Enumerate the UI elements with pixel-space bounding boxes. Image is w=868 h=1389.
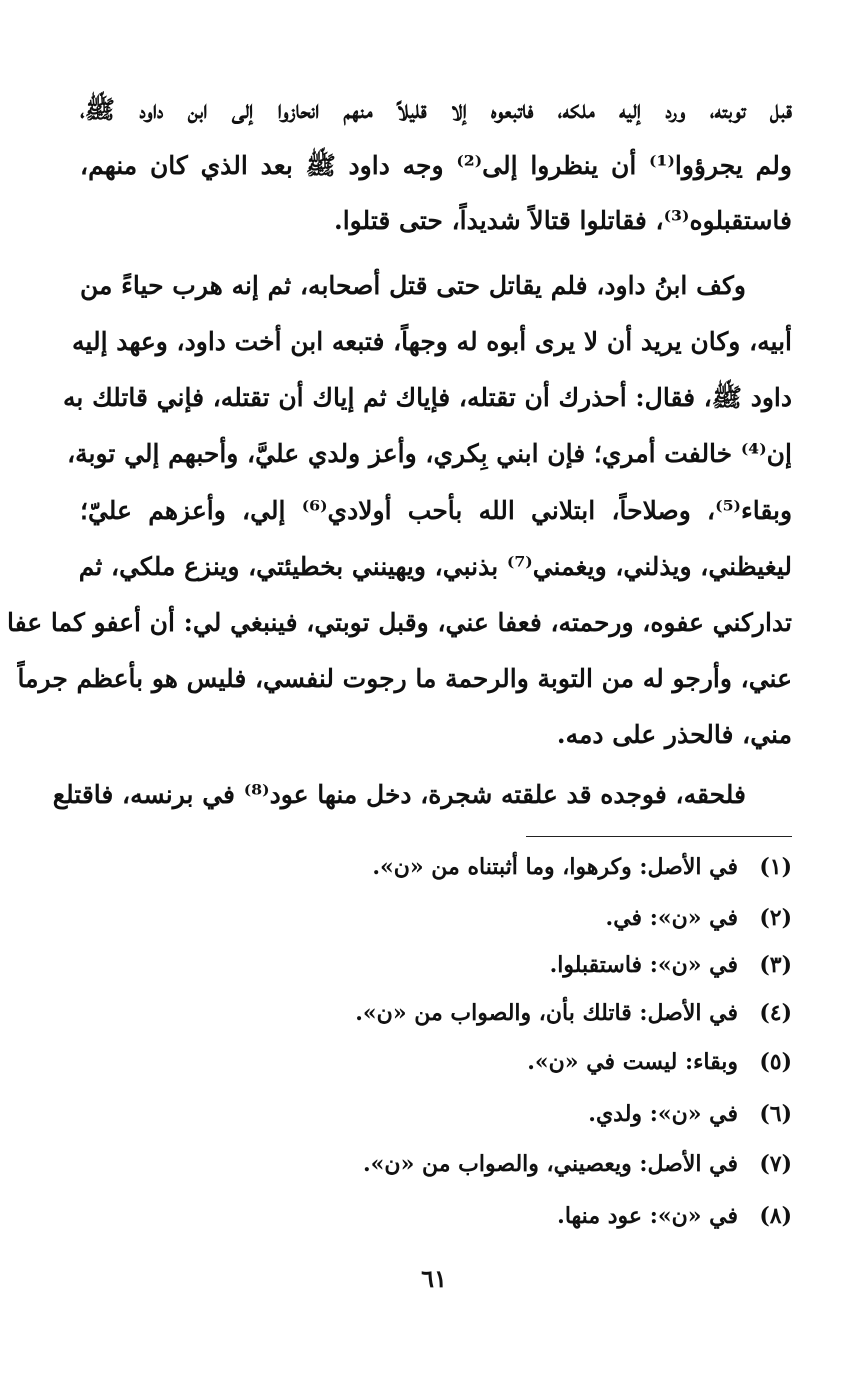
footnote-1 (372, 850, 792, 884)
footnote-number: (٧) (759, 1151, 792, 1177)
body-line-7: إن⁽⁴⁾ خالفت أمري؛ فإن ابني بِكري، وأعز ولدي عليَّ، وأحبهم إلي توبة، (67, 439, 792, 468)
footnote-7 (363, 1147, 792, 1181)
body-line-10: تداركني عفوه، ورحمته، فعفا عني، وقبل توبتي، فينبغي لي: أن أعفو كما عفا (6, 608, 792, 637)
footnote-number: (٣) (759, 952, 792, 978)
footnote-text: في الأصل: قاتلك بأن، والصواب من «ن». (355, 1000, 738, 1026)
footnote-2 (606, 901, 792, 935)
footnote-text: في «ن»: في. (605, 905, 738, 931)
footnote-8 (557, 1199, 792, 1233)
body-line-1: قبل توبته، ورد إليه ملكه، فاتبعوه إلا قليلاً منهم انحازوا إلى ابن داود ﷺ، (80, 95, 792, 124)
footnote-text: في الأصل: ويعصيني، والصواب من «ن». (363, 1151, 738, 1177)
body-line-8: وبقاء⁽⁵⁾، وصلاحاً، ابتلاني الله بأحب أولادي⁽⁶⁾ إلي، وأعزهم عليّ؛ (80, 496, 793, 525)
body-line-9: ليغيظني، ويذلني، ويغمني⁽⁷⁾ بذنبي، ويهينني بخطيئتي، وينزع ملكي، ثم (78, 552, 792, 581)
footnote-number: (٦) (759, 1101, 792, 1127)
footnote-4 (355, 996, 792, 1030)
body-line-2: ولم يجرؤوا⁽¹⁾ أن ينظروا إلى⁽²⁾ وجه داود ﷺ بعد الذي كان منهم، (80, 151, 792, 180)
footnote-number: (٨) (759, 1203, 792, 1229)
footnote-text: وبقاء: ليست في «ن». (527, 1049, 738, 1075)
body-line-3: فاستقبلوه⁽³⁾، فقاتلوا قتالاً شديداً، حتى قتلوا. (333, 206, 792, 235)
footnote-6 (588, 1097, 792, 1131)
footnote-text: في «ن»: فاستقبلوا. (549, 952, 738, 978)
footnote-separator (526, 836, 792, 837)
footnote-5 (527, 1045, 792, 1079)
page-number: ٦١ (421, 1264, 447, 1293)
body-line-11: عني، وأرجو له من التوبة والرحمة ما رجوت لنفسي، فليس هو بأعظم جرماً (17, 664, 792, 693)
footnote-number: (١) (759, 854, 792, 880)
footnote-text: في «ن»: عود منها. (557, 1203, 738, 1229)
footnote-text: في الأصل: وكرهوا، وما أثبتناه من «ن». (372, 854, 738, 880)
footnote-3 (550, 948, 792, 982)
body-line-5: أبيه، وكان يريد أن لا يرى أبوه له وجهاً، فتبعه ابن أخت داود، وعهد إليه (72, 327, 792, 356)
body-line-4: وكف ابنُ داود، فلم يقاتل حتى قتل أصحابه، ثم إنه هرب حياءً من (80, 271, 746, 300)
footnote-number: (٥) (759, 1049, 792, 1075)
footnote-number: (٤) (759, 1000, 792, 1026)
footnote-number: (٢) (759, 905, 792, 931)
body-line-6: داود ﷺ، فقال: أحذرك أن تقتله، فإياك ثم إياك أن تقتله، فإني قاتلك به (63, 383, 792, 412)
footnote-text: في «ن»: ولدي. (588, 1101, 738, 1127)
body-line-12: مني، فالحذر على دمه. (556, 720, 792, 749)
body-line-13: فلحقه، فوجده قد علقته شجرة، دخل منها عود⁽⁸⁾ في برنسه، فاقتلع (52, 780, 746, 809)
